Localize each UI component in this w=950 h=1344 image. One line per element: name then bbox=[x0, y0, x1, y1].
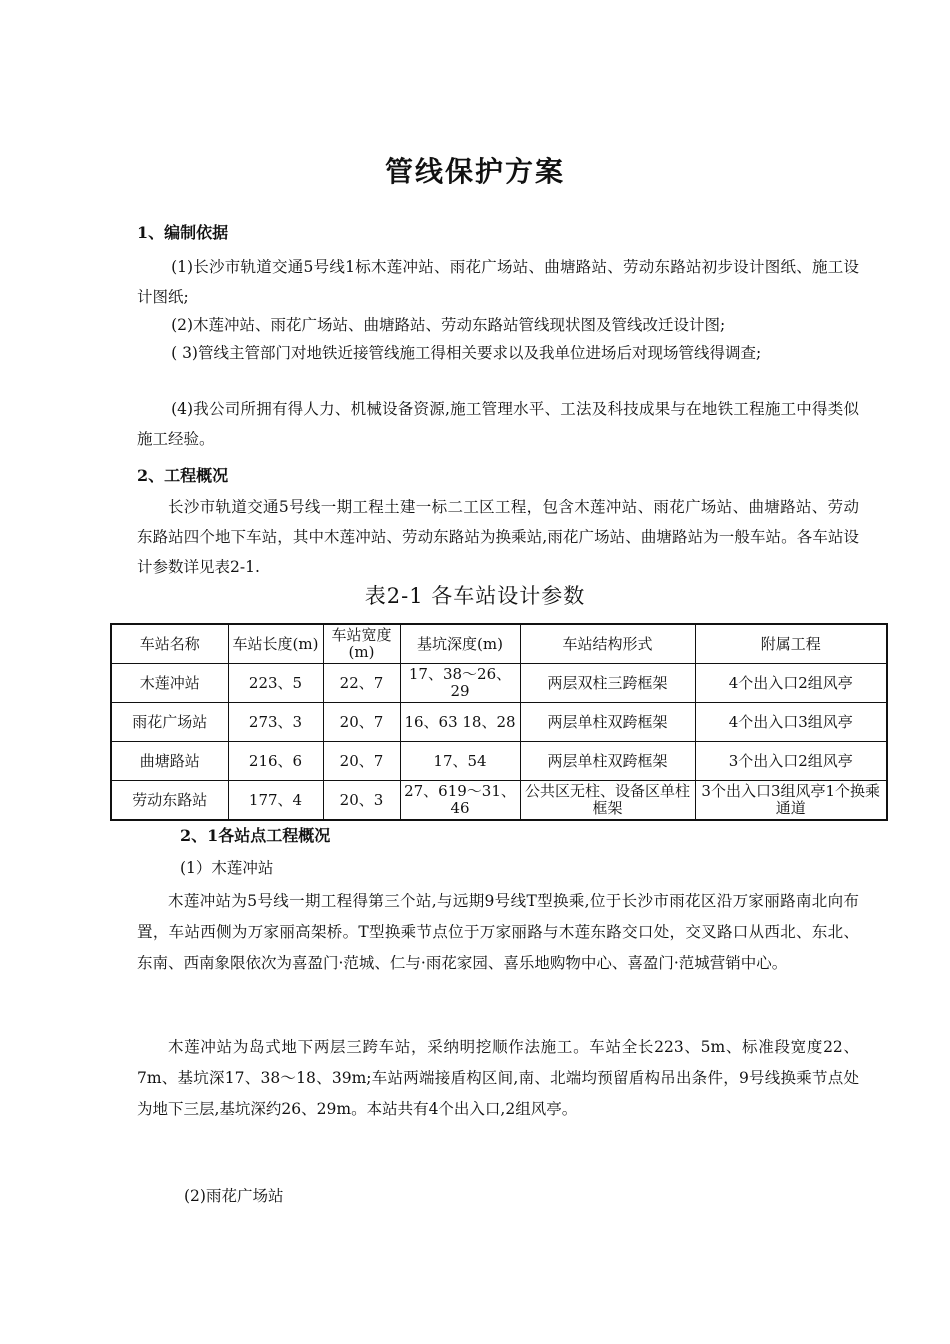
table-header-row bbox=[111, 624, 887, 664]
table-cell: 4个出入口3组风亭 bbox=[695, 703, 887, 742]
table-cell: 雨花广场站 bbox=[111, 703, 228, 742]
table-cell: 17、54 bbox=[400, 742, 520, 781]
basis-item-4: (4)我公司所拥有得人力、机械设备资源,施工管理水平、工法及科技成果与在地铁工程施工中得类似施工经验。 bbox=[137, 400, 859, 448]
station-params-table bbox=[110, 623, 888, 821]
table-cell: 216、6 bbox=[228, 742, 323, 781]
section-heading-basis: 1、编制依据 bbox=[137, 223, 229, 242]
table-cell: 公共区无柱、设备区单柱框架 bbox=[520, 781, 695, 821]
table-row bbox=[111, 742, 887, 781]
table-cell: 3个出入口2组风亭 bbox=[695, 742, 887, 781]
table-cell: 3个出入口3组风亭1个换乘通道 bbox=[695, 781, 887, 821]
table-cell: 两层单柱双跨框架 bbox=[520, 742, 695, 781]
table-cell: 223、5 bbox=[228, 664, 323, 703]
station-label-yuhua: (2)雨花广场站 bbox=[184, 1187, 284, 1205]
header-cell: 车站结构形式 bbox=[520, 624, 695, 664]
table-cell: 4个出入口2组风亭 bbox=[695, 664, 887, 703]
mulianchong-paragraph-1: 木莲冲站为5号线一期工程得第三个站,与远期9号线T型换乘,位于长沙市雨花区沿万家丽路南北向布置，车站西侧为万家丽高架桥。T型换乘节点位于万家丽路与木莲东路交口处，交叉路口从西北、东北、东南、西南象限依次为喜盈门·范城、仁与·雨花家园、喜乐地购物中心、喜盈门·范城营销中心。 bbox=[137, 892, 859, 972]
table-cell: 16、63 18、28 bbox=[400, 703, 520, 742]
section-heading-overview: 2、工程概况 bbox=[137, 466, 229, 485]
overview-paragraph: 长沙市轨道交通5号线一期工程土建一标二工区工程，包含木莲冲站、雨花广场站、曲塘路站、劳动东路站四个地下车站，其中木莲冲站、劳动东路站为换乘站,雨花广场站、曲塘路站为一般车站。各车站设计参数详见表2-1. bbox=[137, 498, 859, 576]
table-cell: 木莲冲站 bbox=[111, 664, 228, 703]
basis-item-3: ( 3)管线主管部门对地铁近接管线施工得相关要求以及我单位进场后对现场管线得调查; bbox=[171, 344, 762, 362]
page-title: 管线保护方案 bbox=[384, 155, 565, 188]
table-cell: 曲塘路站 bbox=[111, 742, 228, 781]
section-heading-stations: 2、1各站点工程概况 bbox=[180, 826, 331, 845]
table-cell: 27、619～31、46 bbox=[400, 781, 520, 821]
table-cell: 177、4 bbox=[228, 781, 323, 821]
basis-item-1: (1)长沙市轨道交通5号线1标木莲冲站、雨花广场站、曲塘路站、劳动东路站初步设计图纸、施工设计图纸; bbox=[137, 258, 859, 306]
table-row bbox=[111, 781, 887, 821]
basis-item-2: (2)木莲冲站、雨花广场站、曲塘路站、劳动东路站管线现状图及管线改迁设计图; bbox=[171, 316, 726, 334]
table-cell: 22、7 bbox=[323, 664, 400, 703]
header-cell: 车站名称 bbox=[111, 624, 228, 664]
table-caption: 表2-1 各车站设计参数 bbox=[364, 584, 586, 608]
station-label-mulianchong: (1）木莲冲站 bbox=[180, 859, 274, 877]
table-cell: 20、7 bbox=[323, 703, 400, 742]
table-cell: 273、3 bbox=[228, 703, 323, 742]
table-cell: 两层双柱三跨框架 bbox=[520, 664, 695, 703]
header-cell: 基坑深度(m) bbox=[400, 624, 520, 664]
header-cell: 车站宽度(m) bbox=[323, 624, 400, 664]
table-cell: 劳动东路站 bbox=[111, 781, 228, 821]
table-cell: 20、7 bbox=[323, 742, 400, 781]
table-row bbox=[111, 664, 887, 703]
table-cell: 两层单柱双跨框架 bbox=[520, 703, 695, 742]
table-row bbox=[111, 703, 887, 742]
mulianchong-paragraph-2: 木莲冲站为岛式地下两层三跨车站，采纳明挖顺作法施工。车站全长223、5m、标准段宽度22、7m、基坑深17、38～18、39m;车站两端接盾构区间,南、北端均预留盾构吊出条件，9号线换乘节点处为地下三层,基坑深约26、29m。本站共有4个出入口,2组风亭。 bbox=[137, 1038, 859, 1118]
header-cell: 车站长度(m) bbox=[228, 624, 323, 664]
table-cell: 17、38～26、29 bbox=[400, 664, 520, 703]
header-cell: 附属工程 bbox=[695, 624, 887, 664]
table-cell: 20、3 bbox=[323, 781, 400, 821]
